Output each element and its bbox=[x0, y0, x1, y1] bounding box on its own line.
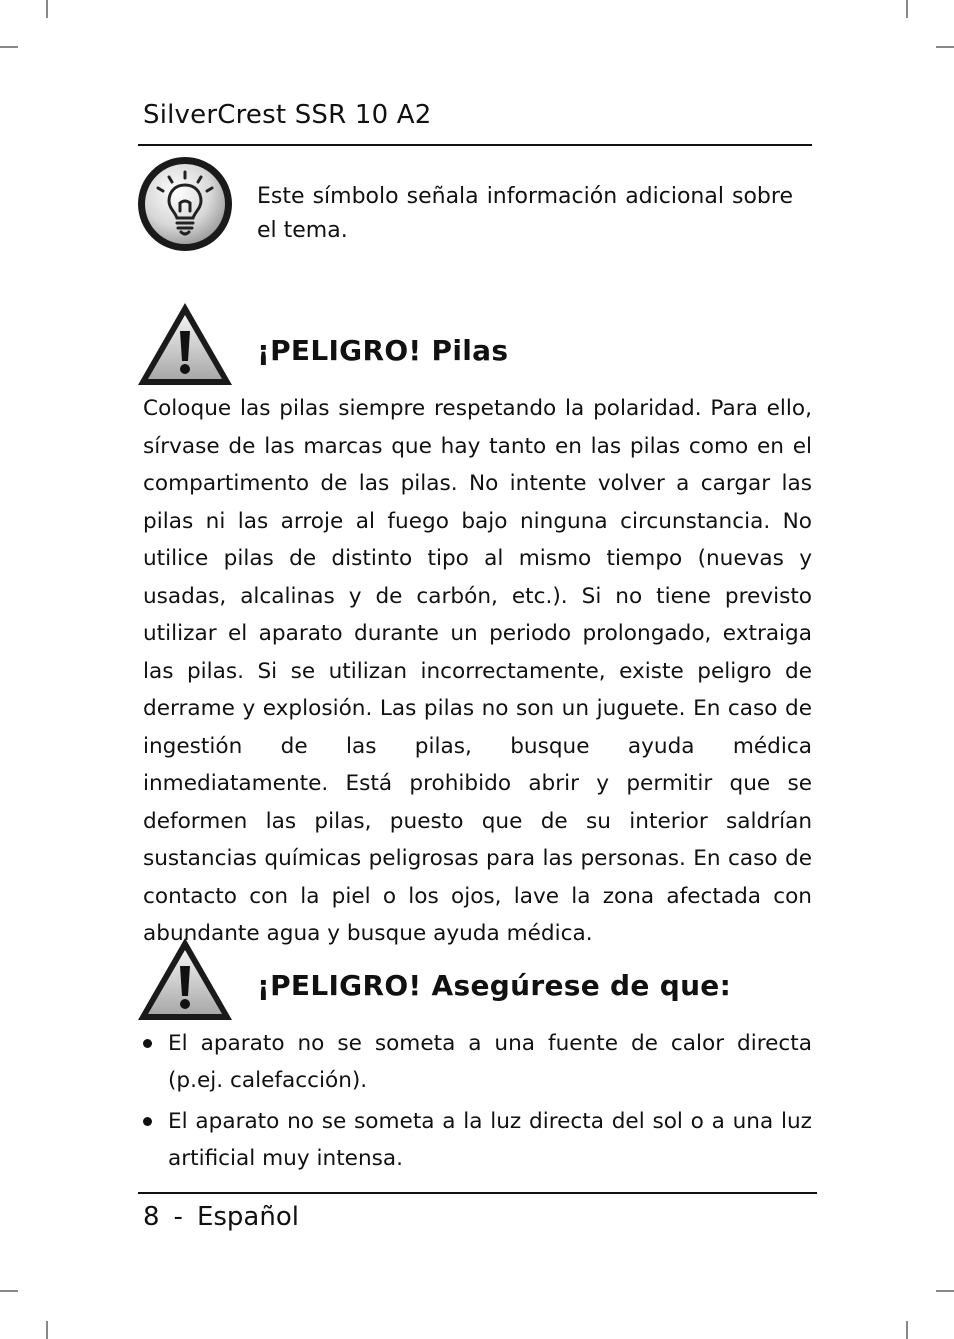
section-heading-batteries: ¡PELIGRO! Pilas bbox=[257, 334, 509, 367]
crop-mark bbox=[936, 1290, 954, 1292]
crop-mark bbox=[46, 0, 48, 18]
crop-mark bbox=[906, 1321, 908, 1339]
page-number: 8 bbox=[143, 1202, 160, 1232]
lightbulb-icon bbox=[136, 155, 234, 253]
bullet-icon bbox=[143, 1117, 152, 1126]
list-item: El aparato no se someta a la luz directa del sol o a una luz artificial muy intensa. bbox=[143, 1103, 812, 1177]
footer-divider bbox=[138, 1192, 817, 1194]
list-item: El aparato no se someta a una fuente de calor directa (p.ej. calefacción). bbox=[143, 1025, 812, 1099]
section-heading-ensure: ¡PELIGRO! Asegúrese de que: bbox=[257, 969, 732, 1002]
batteries-warning-text: Coloque las pilas siempre respetando la polaridad. Para ello, sírvase de las marcas que hay tanto en las pilas como en el compartimento de las pilas. No intente volver a cargar las pilas ni las arroje al fuego bajo ninguna circunstancia. No utilice pilas de distinto tipo al mismo tiempo (nuevas y usadas, alcalinas y de carbón, etc.). Si no tiene previsto utilizar el aparato durante un periodo prolongado, extraiga las pilas. Si se utilizan incorrectamente, existe peligro de derrame y explosión. Las pilas no son un juguete. En caso de ingestión de las pilas, busque ayuda médica inmediatamente. Está prohibido abrir y permitir que se deformen las pilas, puesto que de su interior saldrían sustancias químicas peligrosas para las personas. En caso de contacto con la piel o los ojos, lave la zona afectada con abundante agua y busque ayuda médica. bbox=[143, 396, 812, 946]
warning-triangle-icon bbox=[136, 936, 234, 1022]
crop-mark bbox=[936, 46, 954, 48]
crop-mark bbox=[46, 1321, 48, 1339]
ensure-bullet-list bbox=[143, 1025, 812, 1181]
info-note-text: Este símbolo señala información adicional sobre el tema. bbox=[257, 184, 793, 243]
crop-mark bbox=[906, 0, 908, 18]
crop-mark bbox=[0, 1290, 18, 1292]
page-header-title: SilverCrest SSR 10 A2 bbox=[143, 100, 432, 130]
page-footer bbox=[143, 1202, 299, 1232]
warning-triangle-icon bbox=[136, 301, 234, 387]
footer-language: Español bbox=[196, 1202, 299, 1232]
header-divider bbox=[138, 144, 812, 146]
bullet-icon bbox=[143, 1039, 152, 1048]
crop-mark bbox=[0, 46, 18, 48]
footer-separator: - bbox=[173, 1202, 183, 1232]
